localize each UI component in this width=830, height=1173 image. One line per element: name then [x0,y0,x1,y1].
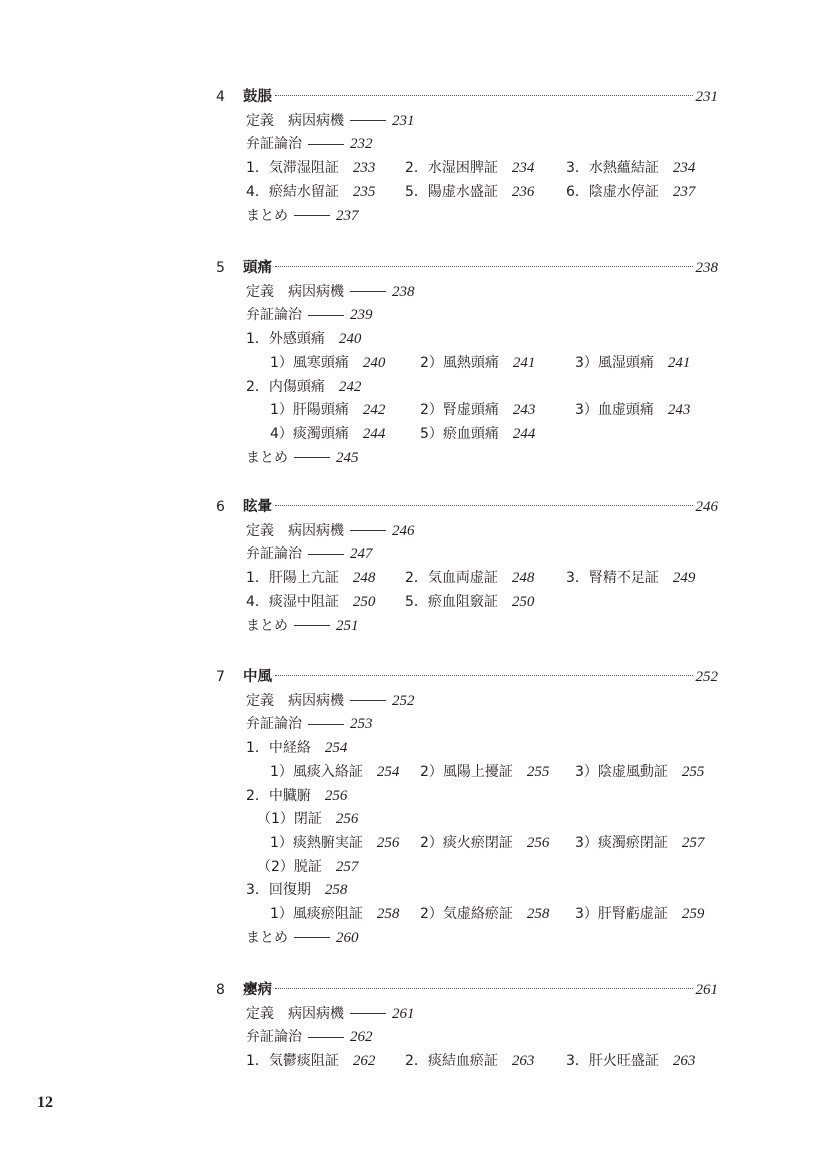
toc-item [270,400,385,420]
entry-label: 弁証論治 [246,136,302,153]
chapter-heading [216,258,718,278]
toc-item [420,904,549,924]
entry-label: まとめ [246,449,288,466]
entry-label: 定義 病因病機 [246,1005,344,1022]
dot-leader [275,675,693,676]
page-ref: 248 [511,570,535,587]
item-label: 2．気血両虚証 [405,570,498,587]
item-label: 5）瘀血頭痛 [420,425,499,442]
page-ref: 254 [324,740,348,757]
dash-rule [308,724,344,725]
item-label: 2．中臓腑 [246,787,311,804]
page-ref: 263 [672,1053,696,1070]
toc-item [246,329,361,349]
page-ref: 231 [695,89,718,105]
chapter-number: 7 [216,669,225,685]
chapter-heading [216,980,718,1000]
chapter-number: 8 [216,982,225,998]
toc-item [246,880,347,900]
page-ref: 256 [324,787,348,804]
toc-entry [246,1004,415,1024]
page-ref: 251 [336,617,359,634]
chapter-heading [216,87,718,107]
chapter-number: 5 [216,260,225,276]
toc-entry [246,305,373,325]
toc-item [246,182,375,202]
page-ref: 262 [352,1053,376,1070]
page-ref: 250 [511,593,535,610]
item-label: 3）痰濁瘀閉証 [575,834,668,851]
dash-rule [308,554,344,555]
page-ref: 253 [350,716,373,733]
item-label: 2．水湿困脾証 [405,160,498,177]
page-ref: 257 [681,834,705,851]
page-ref: 244 [512,425,536,442]
page-ref: 261 [695,982,718,998]
dash-rule [350,1013,386,1014]
toc-item [270,762,399,782]
page-ref: 244 [362,425,386,442]
dash-rule [350,291,386,292]
item-label: 1．気滞湿阻証 [246,160,339,177]
page-ref: 247 [350,546,373,563]
item-label: 2）風陽上擾証 [420,763,513,780]
toc-entry [246,134,373,154]
page-ref: 236 [511,183,535,200]
item-label: 1．外感頭痛 [246,331,325,348]
chapter-number: 4 [216,89,225,105]
page-ref: 248 [352,570,376,587]
page-ref: 245 [336,449,359,466]
entry-label: 定義 病因病機 [246,522,344,539]
page-ref: 238 [695,260,718,276]
item-label: 2）風熱頭痛 [420,354,499,371]
dot-leader [275,95,693,96]
toc-item [246,738,347,758]
chapter-title: 癭病 [243,982,272,998]
toc-item [246,786,347,806]
item-label: 3）風湿頭痛 [575,354,654,371]
toc-item [270,904,399,924]
page-ref: 246 [392,522,415,539]
page-ref: 237 [336,207,359,224]
page-ref: 263 [511,1053,535,1070]
toc-entry [246,282,415,302]
item-label: 2．内傷頭痛 [246,378,325,395]
chapter-heading [216,497,718,517]
toc-item [405,158,534,178]
chapter-number: 6 [216,499,225,515]
page-ref: 243 [667,402,691,419]
item-label: （2）脱証 [257,858,322,875]
toc-item [246,1051,375,1071]
entry-label: まとめ [246,617,288,634]
toc-entry [246,544,373,564]
page-ref: 242 [338,378,362,395]
page-ref: 261 [392,1005,415,1022]
toc-entry [246,616,359,636]
dash-rule [350,700,386,701]
toc-item [270,353,385,373]
page-ref: 242 [362,402,386,419]
dash-rule [294,215,330,216]
page-ref: 258 [526,906,550,922]
toc-item [270,424,385,444]
toc-item [246,158,375,178]
page-ref: 252 [695,669,718,685]
chapter-title: 眩暈 [243,499,272,515]
item-label: 2．痰結血瘀証 [405,1053,498,1070]
toc-item [246,592,375,612]
dash-rule [294,625,330,626]
page-ref: 240 [338,331,362,348]
dash-rule [308,1037,344,1038]
item-label: 1．肝陽上亢証 [246,570,339,587]
toc-item [257,857,358,877]
item-label: 1）風寒頭痛 [270,354,349,371]
chapter-heading [216,667,718,687]
toc-item [405,1051,534,1071]
item-label: 5．瘀血阻竅証 [405,593,498,610]
toc-item [420,424,535,444]
item-label: 6．陰虚水停証 [566,183,659,200]
toc-entry [246,691,415,711]
page-ref: 257 [335,858,359,875]
page-ref: 258 [376,906,400,922]
toc-entry [246,448,359,468]
item-label: 3．腎精不足証 [566,570,659,587]
page-ref: 234 [672,160,696,177]
page-ref: 243 [512,402,536,419]
page-ref: 241 [512,354,536,371]
item-label: 1）風痰瘀阻証 [270,906,363,922]
entry-label: 弁証論治 [246,546,302,563]
toc-item [420,400,535,420]
toc-entry [246,521,415,541]
item-label: 5．陽虚水盛証 [405,183,498,200]
item-label: 1）痰熱腑実証 [270,834,363,851]
page-ref: 249 [672,570,696,587]
item-label: 4．瘀結水留証 [246,183,339,200]
dot-leader [275,266,693,267]
page-ref: 240 [362,354,386,371]
page-ref: 233 [352,160,376,177]
toc-item [246,568,375,588]
page-ref: 234 [511,160,535,177]
page-ref: 250 [352,593,376,610]
toc-entry [246,1027,373,1047]
page-ref: 256 [376,834,400,851]
page-ref: 262 [350,1029,373,1046]
toc-item [566,158,695,178]
entry-label: まとめ [246,929,288,946]
entry-label: 弁証論治 [246,1029,302,1046]
page-ref: 258 [324,882,348,899]
toc-item [405,182,534,202]
toc-item [566,568,695,588]
dash-rule [350,120,386,121]
item-label: 1．中経絡 [246,740,311,757]
item-label: 2）腎虚頭痛 [420,402,499,419]
item-label: 2）痰火瘀閉証 [420,834,513,851]
item-label: 1）肝陽頭痛 [270,402,349,419]
page-ref: 238 [392,283,415,300]
item-label: 3）肝腎虧虚証 [575,906,668,922]
item-label: 3．水熱蘊結証 [566,160,659,177]
toc-item [575,400,690,420]
page-ref: 256 [526,834,550,851]
dash-rule [308,144,344,145]
dash-rule [350,530,386,531]
item-label: 1）風痰入絡証 [270,763,363,780]
entry-label: 弁証論治 [246,307,302,324]
dash-rule [308,315,344,316]
dot-leader [275,988,693,989]
item-label: 1．気鬱痰阻証 [246,1053,339,1070]
chapter-title: 中風 [243,669,272,685]
page-ref: 231 [392,112,415,129]
chapter-title: 頭痛 [243,260,272,276]
toc-item [566,1051,695,1071]
item-label: 4）痰濁頭痛 [270,425,349,442]
item-label: 3）陰虚風動証 [575,763,668,780]
toc-item [575,353,690,373]
page-ref: 232 [350,136,373,153]
item-label: （1）閉証 [257,811,322,828]
page-ref: 259 [681,906,705,922]
page-ref: 239 [350,307,373,324]
item-label: 3）血虚頭痛 [575,402,654,419]
toc-item [270,833,399,853]
page-ref: 256 [335,811,359,828]
item-label: 4．痰湿中阻証 [246,593,339,610]
toc-entry [246,928,359,948]
toc-item [575,904,704,924]
toc-item [257,809,358,829]
entry-label: 定義 病因病機 [246,283,344,300]
page-ref: 255 [681,763,705,780]
page-ref: 235 [352,183,376,200]
page-ref: 255 [526,763,550,780]
entry-label: 弁証論治 [246,716,302,733]
toc-item [420,353,535,373]
page-ref: 260 [336,929,359,946]
dot-leader [275,505,693,506]
toc-item [405,568,534,588]
item-label: 3．回復期 [246,882,311,899]
page-ref: 252 [392,692,415,709]
dash-rule [294,457,330,458]
toc-entry [246,206,359,226]
toc-entry [246,111,415,131]
toc-entry [246,714,373,734]
page-ref: 246 [695,499,718,515]
toc-item [246,377,361,397]
item-label: 3．肝火旺盛証 [566,1053,659,1070]
entry-label: 定義 病因病機 [246,692,344,709]
page-ref: 254 [376,763,400,780]
page-ref: 241 [667,354,691,371]
toc-item [566,182,695,202]
toc-item [575,833,704,853]
toc-item [420,762,549,782]
item-label: 2）気虚絡瘀証 [420,906,513,922]
entry-label: まとめ [246,207,288,224]
entry-label: 定義 病因病機 [246,112,344,129]
toc-item [405,592,534,612]
dash-rule [294,937,330,938]
page-number: 12 [37,1094,53,1111]
toc-item [420,833,549,853]
page-ref: 237 [672,183,696,200]
chapter-title: 鼓脹 [243,89,272,105]
toc-item [575,762,704,782]
